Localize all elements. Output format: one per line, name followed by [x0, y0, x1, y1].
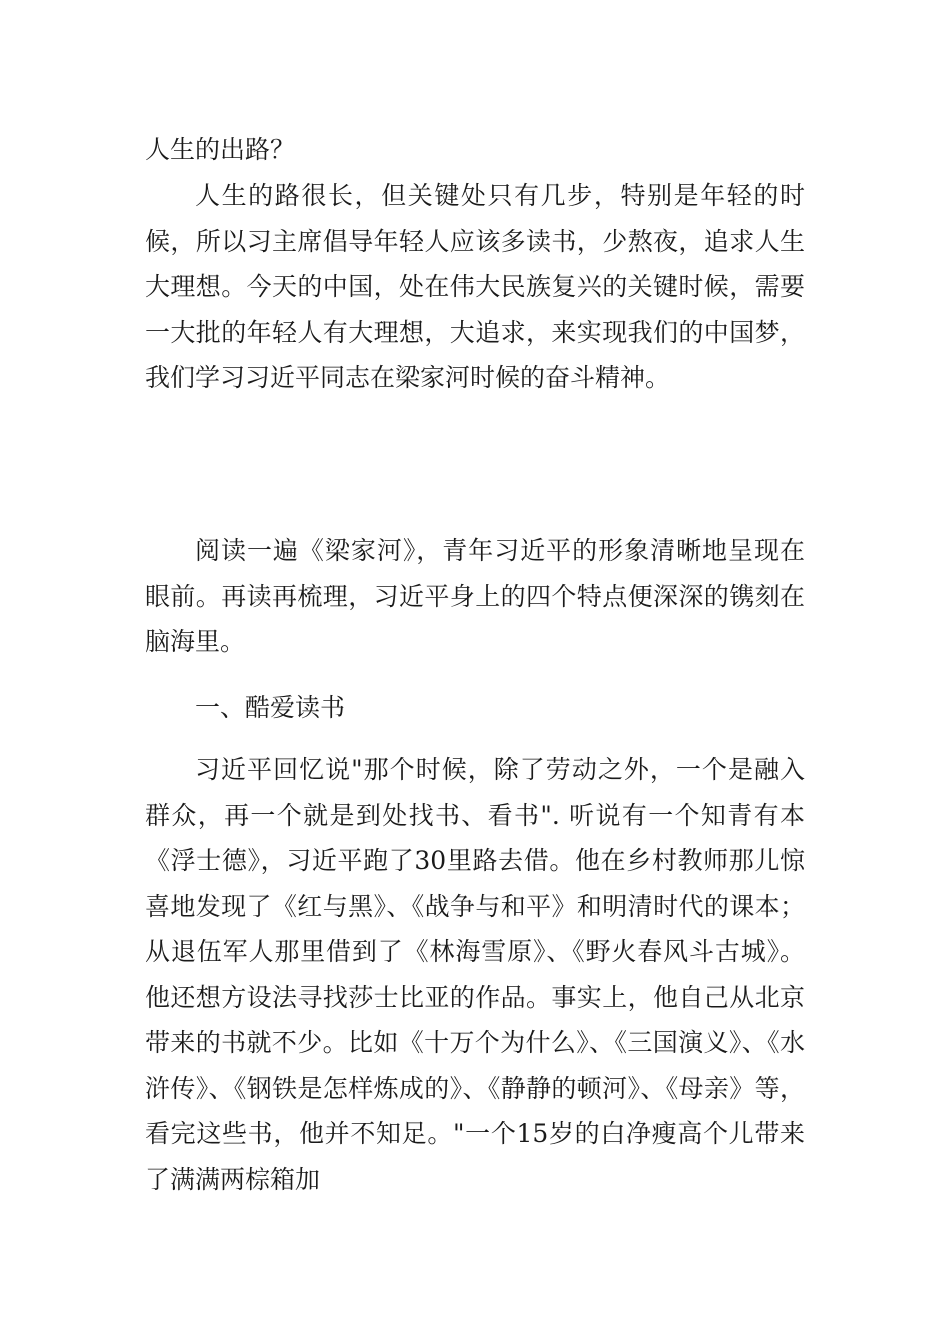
paragraph-continuation: 人生的出路？ — [145, 135, 296, 164]
paragraph-2: 阅读一遍《梁家河》，青年习近平的形象清晰地呈现在眼前。再读再梳理，习近平身上的四个特点便深深的镌刻在脑海里。 — [145, 536, 805, 656]
section-heading: 一、酷爱读书 — [195, 693, 346, 722]
paragraph-3: 习近平回忆说"那个时候，除了劳动之外，一个是融入群众，再一个就是到处找书、看书". 听说有一个知青有本《浮士德》，习近平跑了30里路去借。他在乡村教师那儿惊喜地发现了《红与黑》、《战争与和平》和明清时代的课本；从退伍军人那里借到了《林海雪原》、《野火春风斗古城》。他还想方设法寻找莎士比亚的作品。事实上，他自己从北京带来的书就不少。比如《十万个为什么》、《三国演义》、《水浒传》、《钢铁是怎样炼成的》、《静静的顿河》、《母亲》等，看完这些书，他并不知足。"一个15岁的白净瘦高个儿带来了满满两棕箱加 — [145, 755, 805, 1194]
paragraph-1: 人生的路很长，但关键处只有几步，特别是年轻的时候，所以习主席倡导年轻人应该多读书，少熬夜，追求人生大理想。今天的中国，处在伟大民族复兴的关键时候，需要一大批的年轻人有大理想，大追求，来实现我们的中国梦，我们学习习近平同志在梁家河时候的奋斗精神。 — [145, 181, 805, 392]
